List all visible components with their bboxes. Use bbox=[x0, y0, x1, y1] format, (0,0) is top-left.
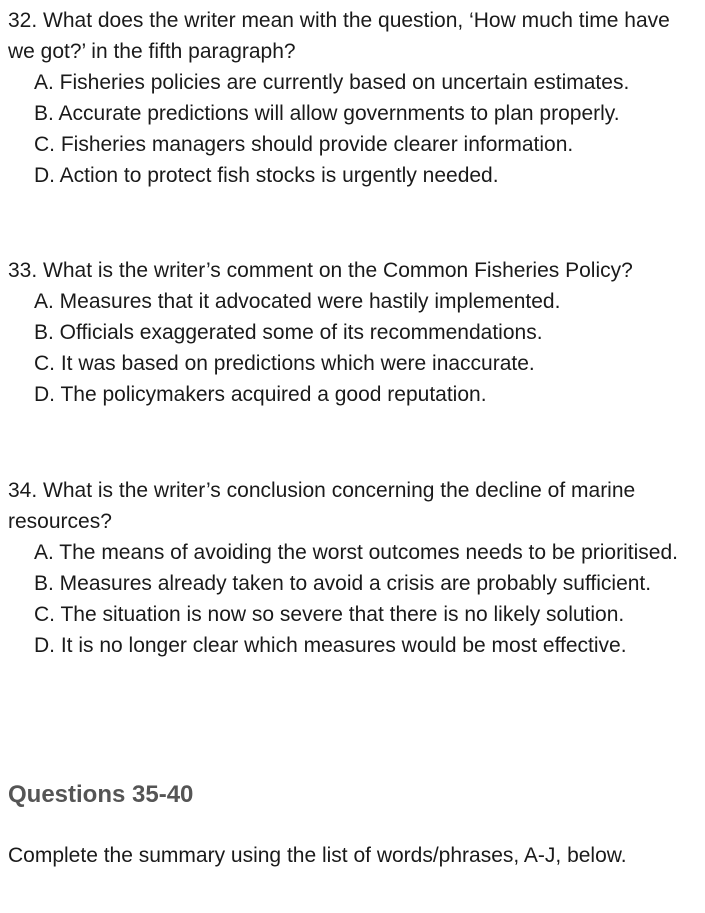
option-b: B. Measures already taken to avoid a crisis are probably sufficient. bbox=[34, 572, 652, 595]
section-heading: Questions 35-40 bbox=[8, 781, 194, 808]
question-33 bbox=[0, 255, 700, 410]
question-34 bbox=[0, 475, 700, 661]
option-b: B. Accurate predictions will allow governments to plan properly. bbox=[34, 102, 620, 125]
question-stem: 34. What is the writer’s conclusion concerning the decline of marine resources? bbox=[8, 479, 636, 533]
option-c: C. It was based on predictions which were inaccurate. bbox=[34, 352, 535, 375]
section-instruction: Complete the summary using the list of words/phrases, A-J, below. bbox=[8, 844, 627, 867]
question-stem: 32. What does the writer mean with the question, ‘How much time have we got?’ in the fifth paragraph? bbox=[8, 9, 670, 63]
option-a: A. Measures that it advocated were hastily implemented. bbox=[34, 290, 561, 313]
option-c: C. Fisheries managers should provide clearer information. bbox=[34, 133, 574, 156]
option-d: D. It is no longer clear which measures would be most effective. bbox=[34, 634, 627, 657]
option-d: D. Action to protect fish stocks is urgently needed. bbox=[34, 164, 499, 187]
option-d: D. The policymakers acquired a good reputation. bbox=[34, 383, 487, 406]
option-b: B. Officials exaggerated some of its recommendations. bbox=[34, 321, 543, 344]
question-stem: 33. What is the writer’s comment on the Common Fisheries Policy? bbox=[8, 259, 633, 282]
option-a: A. The means of avoiding the worst outcomes needs to be prioritised. bbox=[34, 541, 678, 564]
option-a: A. Fisheries policies are currently based on uncertain estimates. bbox=[34, 71, 630, 94]
option-c: C. The situation is now so severe that there is no likely solution. bbox=[34, 603, 625, 626]
question-32 bbox=[0, 5, 700, 191]
